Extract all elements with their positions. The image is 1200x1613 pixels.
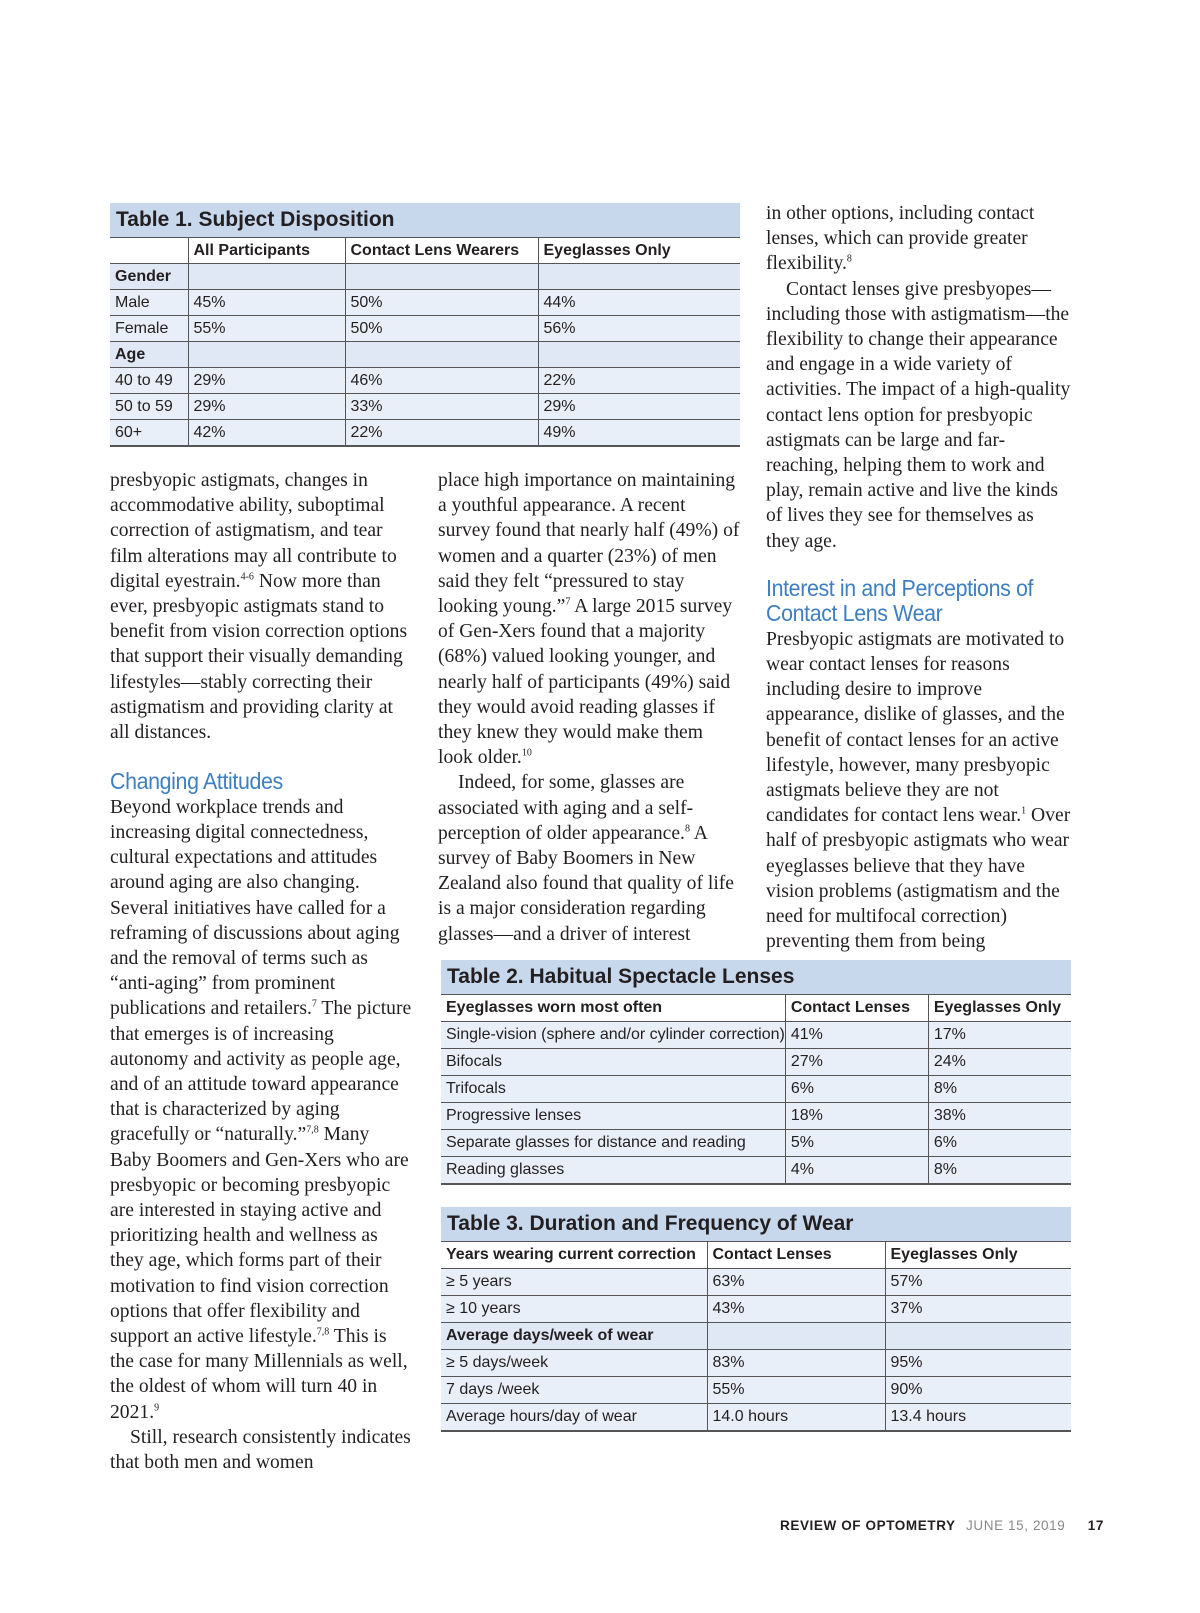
- table-cell: 17%: [928, 1022, 1071, 1049]
- table-cell: [707, 1323, 885, 1350]
- table-cell: 37%: [885, 1296, 1071, 1323]
- table-cell: 45%: [188, 290, 345, 316]
- table-cell: [538, 264, 740, 290]
- table-header-row: [441, 995, 1071, 1022]
- table-2-body: [441, 960, 1071, 1184]
- table-cell: 46%: [345, 368, 538, 394]
- table-cell: Progressive lenses: [441, 1103, 785, 1130]
- col3-paragraph-1: in other options, including contact lenses, which can provide greater flexibility.$^8$: [766, 203, 1035, 275]
- table-cell: 27%: [785, 1049, 928, 1076]
- column-3: [766, 201, 1071, 954]
- table-cell: 22%: [538, 368, 740, 394]
- table-cell: Bifocals: [441, 1049, 785, 1076]
- table-cell: [345, 264, 538, 290]
- table-row: [110, 368, 740, 394]
- table-cell: 50%: [345, 316, 538, 342]
- table-cell: 24%: [928, 1049, 1071, 1076]
- table-cell: 6%: [928, 1130, 1071, 1157]
- section-heading-interest-perceptions: Interest in and Perceptions of Contact Lens Wear: [766, 574, 1034, 627]
- table-cell: 8%: [928, 1076, 1071, 1103]
- table-cell: 49%: [538, 420, 740, 447]
- table-row: [110, 316, 740, 342]
- col1-paragraph-3: Still, research consistently indicates that both men and women: [110, 1426, 411, 1474]
- table-row: [110, 420, 740, 447]
- column-header: Contact Lenses: [707, 1242, 885, 1269]
- table-cell: 43%: [707, 1296, 885, 1323]
- table-cell: 4%: [785, 1157, 928, 1185]
- table-cell: 40 to 49: [110, 368, 188, 394]
- table-row: [441, 1103, 1071, 1130]
- table-cell: Single-vision (sphere and/or cylinder correction): [441, 1022, 785, 1049]
- table-row: [441, 1377, 1071, 1404]
- table-cell: 50%: [345, 290, 538, 316]
- column-header: [110, 238, 188, 264]
- table-1-body: [110, 203, 740, 446]
- column-header: Eyeglasses Only: [885, 1242, 1071, 1269]
- table-cell: 29%: [538, 394, 740, 420]
- table-cell: Gender: [110, 264, 188, 290]
- table-cell: Average days/week of wear: [441, 1323, 707, 1350]
- section-heading-changing-attitudes: Changing Attitudes: [110, 768, 283, 795]
- col2-paragraph-2: Indeed, for some, glasses are associated with aging and a self-perception of older appearance.$^8$ A survey of Baby Boomers in New Zealand also found that quality of life is a major consideration regarding glasses—and a driver of interest: [438, 772, 734, 945]
- table-cell: 41%: [785, 1022, 928, 1049]
- col1-paragraph-2: Beyond workplace trends and increasing digital connectedness, cultural expectations and attitudes around aging are also changing. Several initiatives have called for a reframing of discussions about aging and the removal of terms such as “anti-aging” from prominent publications and retailers.$^7$ The picture that emerges is of increasing autonomy and activity as people age, and of an attitude toward appearance that is characterized by aging gracefully or “naturally.”$^{7,8}$ Many Baby Boomers and Gen-Xers who are presbyopic or becoming presbyopic are interested in staying active and prioritizing health and wellness as they age, which forms part of their motivation to find vision correction options that offer flexibility and support an active lifestyle.$^{7,8}$ This is the case for many Millennials as well, the oldest of whom will turn 40 in 2021.$^9$: [110, 796, 412, 1423]
- table-title: Table 1. Subject Disposition: [110, 203, 740, 238]
- table-cell: Average hours/day of wear: [441, 1404, 707, 1432]
- table-row: [441, 1022, 1071, 1049]
- table-row: [441, 1130, 1071, 1157]
- table-row: [110, 394, 740, 420]
- table-title: Table 3. Duration and Frequency of Wear: [441, 1207, 1071, 1242]
- table-cell: [885, 1323, 1071, 1350]
- table-cell: 95%: [885, 1350, 1071, 1377]
- table-cell: 29%: [188, 368, 345, 394]
- table-title: Table 2. Habitual Spectacle Lenses: [441, 960, 1071, 995]
- table-cell: 8%: [928, 1157, 1071, 1185]
- table-cell: 33%: [345, 394, 538, 420]
- table-row: [110, 290, 740, 316]
- table-cell: [188, 342, 345, 368]
- table-cell: Separate glasses for distance and reading: [441, 1130, 785, 1157]
- table-header-row: [110, 238, 740, 264]
- table-cell: Male: [110, 290, 188, 316]
- table-cell: 55%: [707, 1377, 885, 1404]
- table-cell: [345, 342, 538, 368]
- table-row: [441, 1157, 1071, 1185]
- table-cell: Female: [110, 316, 188, 342]
- table-cell: 29%: [188, 394, 345, 420]
- table-cell: 42%: [188, 420, 345, 447]
- table-cell: 5%: [785, 1130, 928, 1157]
- table1-title-row: [110, 203, 740, 238]
- page-footer: [780, 1518, 1104, 1533]
- table-cell: 60+: [110, 420, 188, 447]
- table-cell: Age: [110, 342, 188, 368]
- table-cell: 22%: [345, 420, 538, 447]
- table-cell: 56%: [538, 316, 740, 342]
- table-row: [441, 1049, 1071, 1076]
- table-3-body: [441, 1207, 1071, 1431]
- column-header: Contact Lens Wearers: [345, 238, 538, 264]
- table-row: [441, 1269, 1071, 1296]
- table-cell: 55%: [188, 316, 345, 342]
- column-2: [438, 468, 741, 947]
- table-cell: ≥ 5 days/week: [441, 1350, 707, 1377]
- table-cell: 13.4 hours: [885, 1404, 1071, 1432]
- table-cell: 18%: [785, 1103, 928, 1130]
- table-cell: 90%: [885, 1377, 1071, 1404]
- table-1: [110, 203, 740, 447]
- column-header: Eyeglasses worn most often: [441, 995, 785, 1022]
- col1-paragraph-1: presbyopic astigmats, changes in accommodative ability, suboptimal correction of astigmatism, and tear film alterations may all contribute to digital eyestrain.$^{4-6}$ Now more than ever, presbyopic astigmats stand to benefit from vision correction options that support their visually demanding lifestyles—stably correcting their astigmatism and providing clarity at all distances.: [110, 470, 408, 744]
- column-1: [110, 468, 415, 1475]
- table-cell: 83%: [707, 1350, 885, 1377]
- magazine-name: REVIEW OF OPTOMETRY: [780, 1518, 956, 1533]
- page-number: 17: [1087, 1518, 1104, 1533]
- table-row: [441, 1404, 1071, 1432]
- table-cell: 44%: [538, 290, 740, 316]
- table-cell: 7 days /week: [441, 1377, 707, 1404]
- col3-paragraph-2: Contact lenses give presbyopes—including those with astigmatism—the flexibility to change their appearance and engage in a wide variety of activities. The impact of a high-quality contact lens option for presbyopic astigmats can be large and far-reaching, helping them to work and play, remain active and live the kinds of lives they see for themselves as they age.: [766, 278, 1071, 552]
- table-cell: ≥ 5 years: [441, 1269, 707, 1296]
- col3-paragraph-3: Presbyopic astigmats are motivated to wear contact lenses for reasons including desire to improve appearance, dislike of glasses, and the benefit of contact lenses for an active lifestyle, however, many presbyopic astigmats believe they are not candidates for contact lens wear.$^1$ Over half of presbyopic astigmats who wear eyeglasses believe that they have vision problems (astigmatism and the need for multifocal correction) preventing them from being: [766, 628, 1071, 953]
- column-header: Eyeglasses Only: [538, 238, 740, 264]
- table-row: [441, 1076, 1071, 1103]
- table-cell: 50 to 59: [110, 394, 188, 420]
- table-section-row: [110, 342, 740, 368]
- table-cell: 14.0 hours: [707, 1404, 885, 1432]
- table2-title-row: [441, 960, 1071, 995]
- issue-date: JUNE 15, 2019: [966, 1518, 1066, 1533]
- column-header: Eyeglasses Only: [928, 995, 1071, 1022]
- column-header: Contact Lenses: [785, 995, 928, 1022]
- table-row: [441, 1296, 1071, 1323]
- table3-title-row: [441, 1207, 1071, 1242]
- table-3: [441, 1207, 1071, 1432]
- table-cell: 38%: [928, 1103, 1071, 1130]
- table-cell: Reading glasses: [441, 1157, 785, 1185]
- table-cell: [188, 264, 345, 290]
- table-cell: 6%: [785, 1076, 928, 1103]
- table-2: [441, 960, 1071, 1185]
- table-cell: 57%: [885, 1269, 1071, 1296]
- table-cell: ≥ 10 years: [441, 1296, 707, 1323]
- table-section-row: [110, 264, 740, 290]
- table-cell: [538, 342, 740, 368]
- table-header-row: [441, 1242, 1071, 1269]
- col2-paragraph-1: place high importance on maintaining a youthful appearance. A recent survey found that nearly half (49%) of women and a quarter (23%) of men said they felt “pressured to stay looking young.”$^7$ A large 2015 survey of Gen-Xers found that a majority (68%) valued looking younger, and nearly half of participants (49%) said they would avoid reading glasses if they knew they would make them look older.$^{10}$: [438, 470, 740, 769]
- column-header: Years wearing current correction: [441, 1242, 707, 1269]
- table-section-row: [441, 1323, 1071, 1350]
- table-cell: 63%: [707, 1269, 885, 1296]
- table-row: [441, 1350, 1071, 1377]
- table-cell: Trifocals: [441, 1076, 785, 1103]
- column-header: All Participants: [188, 238, 345, 264]
